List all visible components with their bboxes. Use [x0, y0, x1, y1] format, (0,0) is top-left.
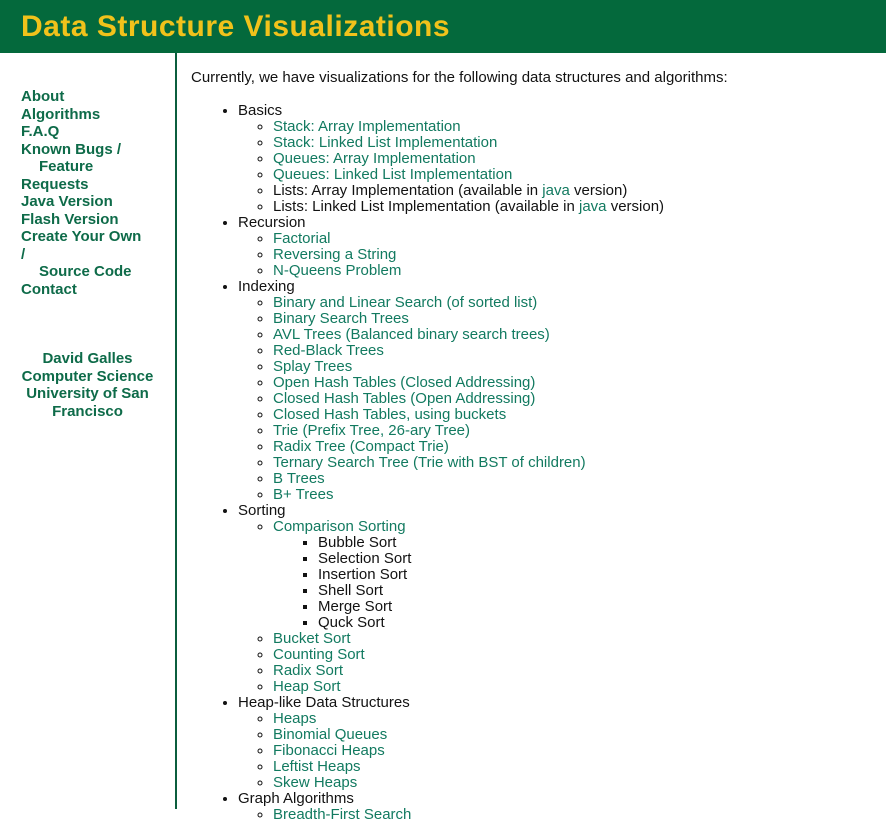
list-item-bucket-sort: [273, 631, 886, 647]
list-item-radix-tree-compact-trie: [273, 439, 886, 455]
fibonacci-heaps-link[interactable]: Fibonacci Heaps: [273, 742, 385, 759]
avl-trees-balanced-binary-search-trees-link[interactable]: AVL Trees (Balanced binary search trees): [273, 326, 550, 343]
closed-hash-tables-open-addressing-link[interactable]: Closed Hash Tables (Open Addressing): [273, 390, 536, 407]
list-level-2: [273, 535, 886, 631]
page-title: Data Structure Visualizations: [21, 9, 451, 43]
indexing-label: Indexing: [238, 278, 295, 295]
plain-text: version): [606, 198, 665, 215]
sidebar-link-item[interactable]: /: [21, 245, 26, 263]
list-item-binomial-queues: [273, 727, 886, 743]
bubble-sort-label: Bubble Sort: [318, 534, 397, 551]
sidebar-link-contact[interactable]: Contact: [21, 280, 77, 298]
sidebar-link-feature[interactable]: Feature: [39, 158, 94, 175]
list-item-b-trees: [273, 487, 886, 503]
layout: [0, 53, 886, 823]
graph-algorithms-label: Graph Algorithms: [238, 790, 354, 807]
basics-label: Basics: [238, 102, 283, 119]
credit-line: David Galles: [42, 350, 133, 367]
list-item-insertion-sort: [318, 567, 886, 583]
java-link[interactable]: java: [579, 198, 607, 215]
list-item-queues-array-implementation: [273, 151, 886, 167]
merge-sort-label: Merge Sort: [318, 598, 393, 615]
sidebar-link-requests[interactable]: Requests: [21, 175, 89, 193]
heaps-link[interactable]: Heaps: [273, 710, 317, 727]
trie-prefix-tree-26-ary-tree-link[interactable]: Trie (Prefix Tree, 26-ary Tree): [273, 422, 470, 439]
plain-text: version): [569, 182, 628, 199]
list-item-counting-sort: [273, 647, 886, 663]
list-item-quck-sort: [318, 615, 886, 631]
credit-line: Computer Science: [21, 367, 154, 385]
counting-sort-link[interactable]: Counting Sort: [273, 646, 365, 663]
leftist-heaps-link[interactable]: Leftist Heaps: [273, 758, 361, 775]
insertion-sort-label: Insertion Sort: [318, 566, 408, 583]
list-item-heap-like-data-structures: [238, 695, 886, 791]
sidebar-link-flash-version[interactable]: Flash Version: [21, 210, 119, 228]
list-item-queues-linked-list-implementation: [273, 167, 886, 183]
list-item-graph-algorithms: [238, 791, 886, 823]
heap-sort-link[interactable]: Heap Sort: [273, 678, 341, 695]
list-level-1: [238, 711, 886, 791]
list-item-skew-heaps: [273, 775, 886, 791]
red-black-trees-link[interactable]: Red-Black Trees: [273, 342, 384, 359]
intro-text: Currently, we have visualizations for the following data structures and algorithms:: [191, 69, 728, 86]
stack-linked-list-implementation-link[interactable]: Stack: Linked List Implementation: [273, 134, 498, 151]
credit-line: Francisco: [52, 402, 123, 420]
queues-array-implementation-link[interactable]: Queues: Array Implementation: [273, 150, 476, 167]
binary-search-trees-link[interactable]: Binary Search Trees: [273, 310, 409, 327]
list-item-closed-hash-tables-using-buckets: [273, 407, 886, 423]
closed-hash-tables-using-buckets-link[interactable]: Closed Hash Tables, using buckets: [273, 406, 507, 423]
sidebar: [0, 53, 177, 809]
breadth-first-search-link[interactable]: Breadth-First Search: [273, 806, 412, 823]
splay-trees-link[interactable]: Splay Trees: [273, 358, 353, 375]
list-item-open-hash-tables-closed-addressing: [273, 375, 886, 391]
factorial-link[interactable]: Factorial: [273, 230, 331, 247]
sidebar-link-create-your-own[interactable]: Create Your Own: [21, 228, 142, 245]
visualization-list: [191, 103, 886, 823]
list-item-bubble-sort: [318, 535, 886, 551]
main-content: [177, 53, 886, 823]
list-item-basics: [238, 103, 886, 215]
list-item-avl-trees-balanced-binary-search-trees: [273, 327, 886, 343]
recursion-label: Recursion: [238, 214, 306, 231]
credit-line: University of San: [26, 385, 149, 402]
binomial-queues-link[interactable]: Binomial Queues: [273, 726, 388, 743]
list-item-factorial: [273, 231, 886, 247]
comparison-sorting-link[interactable]: Comparison Sorting: [273, 518, 406, 535]
list-item-b-trees: [273, 471, 886, 487]
list-item-closed-hash-tables-open-addressing: [273, 391, 886, 407]
sorting-label: Sorting: [238, 502, 286, 519]
sidebar-link-java-version[interactable]: Java Version: [21, 193, 113, 210]
list-item-radix-sort: [273, 663, 886, 679]
list-item-red-black-trees: [273, 343, 886, 359]
list-level-1: [238, 807, 886, 823]
list-item-heaps: [273, 711, 886, 727]
list-level-1: [238, 231, 886, 279]
list-item-merge-sort: [318, 599, 886, 615]
ternary-search-tree-trie-with-bst-of-children-link[interactable]: Ternary Search Tree (Trie with BST of children): [273, 454, 586, 471]
list-item-shell-sort: [318, 583, 886, 599]
quck-sort-label: Quck Sort: [318, 614, 385, 631]
list-item-stack-linked-list-implementation: [273, 135, 886, 151]
list-item-reversing-a-string: [273, 247, 886, 263]
list-item-breadth-first-search: [273, 807, 886, 823]
list-item-lists-array-implementation-available-in: [273, 183, 886, 199]
list-item-comparison-sorting: [273, 519, 886, 631]
list-item-ternary-search-tree-trie-with-bst-of-children: [273, 455, 886, 471]
binary-and-linear-search-of-sorted-list-link[interactable]: Binary and Linear Search (of sorted list): [273, 294, 538, 311]
reversing-a-string-link[interactable]: Reversing a String: [273, 246, 397, 263]
sidebar-link-algorithms[interactable]: Algorithms: [21, 105, 101, 123]
plain-text: Lists: Linked List Implementation (available in: [273, 198, 579, 215]
list-item-binary-and-linear-search-of-sorted-list: [273, 295, 886, 311]
list-item-fibonacci-heaps: [273, 743, 886, 759]
list-item-lists-linked-list-implementation-available-in: [273, 199, 886, 215]
sidebar-link-f-a-q[interactable]: F.A.Q: [21, 123, 60, 140]
list-level-1: [238, 519, 886, 695]
list-item-n-queens-problem: [273, 263, 886, 279]
list-item-stack-array-implementation: [273, 119, 886, 135]
radix-sort-link[interactable]: Radix Sort: [273, 662, 344, 679]
list-item-indexing: [238, 279, 886, 503]
sidebar-link-source-code[interactable]: Source Code: [39, 263, 132, 280]
open-hash-tables-closed-addressing-link[interactable]: Open Hash Tables (Closed Addressing): [273, 374, 536, 391]
n-queens-problem-link[interactable]: N-Queens Problem: [273, 262, 402, 279]
stack-array-implementation-link[interactable]: Stack: Array Implementation: [273, 118, 461, 135]
b-trees-link[interactable]: B+ Trees: [273, 486, 334, 503]
sidebar-link-known-bugs[interactable]: Known Bugs /: [21, 140, 121, 158]
plain-text: Lists: Array Implementation (available in: [273, 182, 543, 199]
list-level-0: [191, 103, 886, 823]
list-item-recursion: [238, 215, 886, 279]
list-item-sorting: [238, 503, 886, 695]
shell-sort-label: Shell Sort: [318, 582, 384, 599]
sidebar-nav: [0, 53, 175, 298]
list-level-1: [238, 295, 886, 503]
queues-linked-list-implementation-link[interactable]: Queues: Linked List Implementation: [273, 166, 513, 183]
java-link[interactable]: java: [542, 182, 570, 199]
page-header: [0, 0, 886, 53]
list-item-trie-prefix-tree-26-ary-tree: [273, 423, 886, 439]
list-item-binary-search-trees: [273, 311, 886, 327]
list-level-1: [238, 119, 886, 215]
selection-sort-label: Selection Sort: [318, 550, 412, 567]
list-item-leftist-heaps: [273, 759, 886, 775]
list-item-splay-trees: [273, 359, 886, 375]
skew-heaps-link[interactable]: Skew Heaps: [273, 774, 358, 791]
radix-tree-compact-trie-link[interactable]: Radix Tree (Compact Trie): [273, 438, 449, 455]
bucket-sort-link[interactable]: Bucket Sort: [273, 630, 351, 647]
author-credit: [0, 350, 175, 420]
sidebar-link-about[interactable]: About: [21, 88, 65, 105]
list-item-heap-sort: [273, 679, 886, 695]
heap-like-data-structures-label: Heap-like Data Structures: [238, 694, 410, 711]
list-item-selection-sort: [318, 551, 886, 567]
b-trees-link[interactable]: B Trees: [273, 470, 325, 487]
